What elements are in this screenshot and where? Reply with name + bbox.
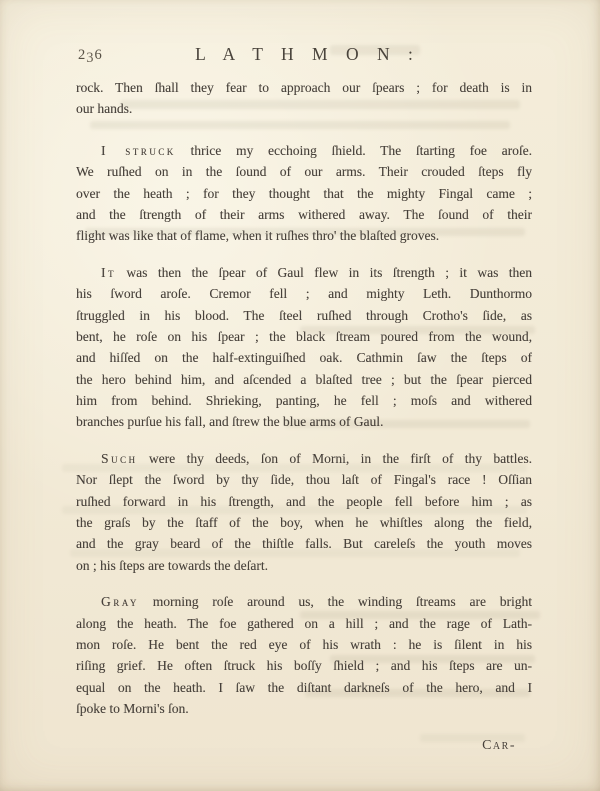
- page-header: [76, 44, 532, 66]
- text-block: [76, 77, 532, 720]
- page-number-digit: 2: [78, 47, 87, 63]
- page-number-digit: 6: [94, 47, 103, 63]
- text-line: Gray morning roſe around us, the winding ſtreams are bright: [101, 594, 532, 610]
- text-line: It was then the ſpear of Gaul flew in its ſtrength ; it was then: [101, 264, 532, 280]
- paragraph-lead-smallcaps: It: [101, 264, 116, 280]
- text-line: along the heath. The foe gathered on a hill ; and the rage of Lath-: [76, 615, 532, 631]
- catchword-row: [76, 735, 532, 756]
- paragraph: [76, 591, 532, 719]
- text-line: rock. Then ſhall they fear to approach our ſpears ; for death is in: [76, 80, 532, 95]
- text-line: riſing grief. He often ſtruck his boſſy ſhield ; and his ſteps are un-: [76, 658, 532, 674]
- paragraph: [76, 77, 532, 120]
- text-line: ſtruggled in his blood. The ſteel ruſhed through Crotho's ſide, as: [76, 307, 532, 323]
- text-line: over the heath ; for they thought that the mighty Fingal came ;: [76, 185, 532, 201]
- text-line: the graſs by the ſtaff of the boy, when he whiſtles along the field,: [76, 515, 532, 531]
- text-line: and the ſtrength of their arms withered away. The ſound of their: [76, 206, 532, 222]
- text-line: flight was like that of flame, when it ruſhes thro' the blaſted groves.: [76, 228, 440, 244]
- text-line: the hero behind him, and aſcended a blaſted tree ; but the ſpear pierced: [76, 371, 532, 387]
- paragraph: [76, 262, 532, 433]
- paragraph-lead-smallcaps: I struck: [101, 142, 176, 158]
- text-line: and hiſſed on the half-extinguiſhed oak. Cathmin ſaw the ſteps of: [76, 350, 532, 366]
- text-line: Nor ſlept the ſword by thy ſide, thou laſt of Fingal's race ! Oſſian: [76, 472, 532, 488]
- text-line: bent, he roſe on his ſpear ; the black ſtream poured from the wound,: [76, 328, 532, 344]
- text-line: We ruſhed on in the ſound of our arms. Their crouded ſteps fly: [76, 164, 532, 180]
- text-line: on ; his ſteps are towards the deſart.: [76, 557, 268, 573]
- paragraph-lead-smallcaps: Gray: [101, 594, 139, 610]
- text-line: and the gray beard of the thiſtle falls. But careleſs the youth moves: [76, 536, 532, 552]
- page-number-digit: 3: [86, 50, 95, 66]
- paragraph: [76, 140, 532, 247]
- page-number: [78, 47, 103, 64]
- text-line: ruſhed forward in his ſtrength, and the people fell before him ; as: [76, 493, 532, 509]
- text-line: I struck thrice my ecchoing ſhield. The ſtarting foe aroſe.: [101, 142, 532, 158]
- paragraph-lead-smallcaps: Such: [101, 450, 138, 466]
- text-line: branches purſue his fall, and ſtrew the blue arms of Gaul.: [76, 414, 384, 430]
- text-line: his ſword aroſe. Cremor fell ; and mighty Leth. Dunthormo: [76, 286, 532, 302]
- paragraph: [76, 448, 532, 576]
- page-content: [76, 44, 532, 756]
- text-line: equal on the heath. I ſaw the diſtant darkneſs of the hero, and I: [76, 679, 532, 695]
- running-title: L A T H M O N :: [195, 44, 420, 64]
- text-line: ſpoke to Morni's ſon.: [76, 701, 189, 717]
- text-line: him from behind. Shrieking, panting, he fell ; moſs and withered: [76, 393, 532, 409]
- catchword: Car-: [482, 737, 516, 753]
- text-line: our hands.: [76, 101, 133, 117]
- text-line: Such were thy deeds, ſon of Morni, in the firſt of thy battles.: [101, 450, 532, 466]
- text-line: mon roſe. He bent the red eye of his wrath : he is ſilent in his: [76, 636, 532, 652]
